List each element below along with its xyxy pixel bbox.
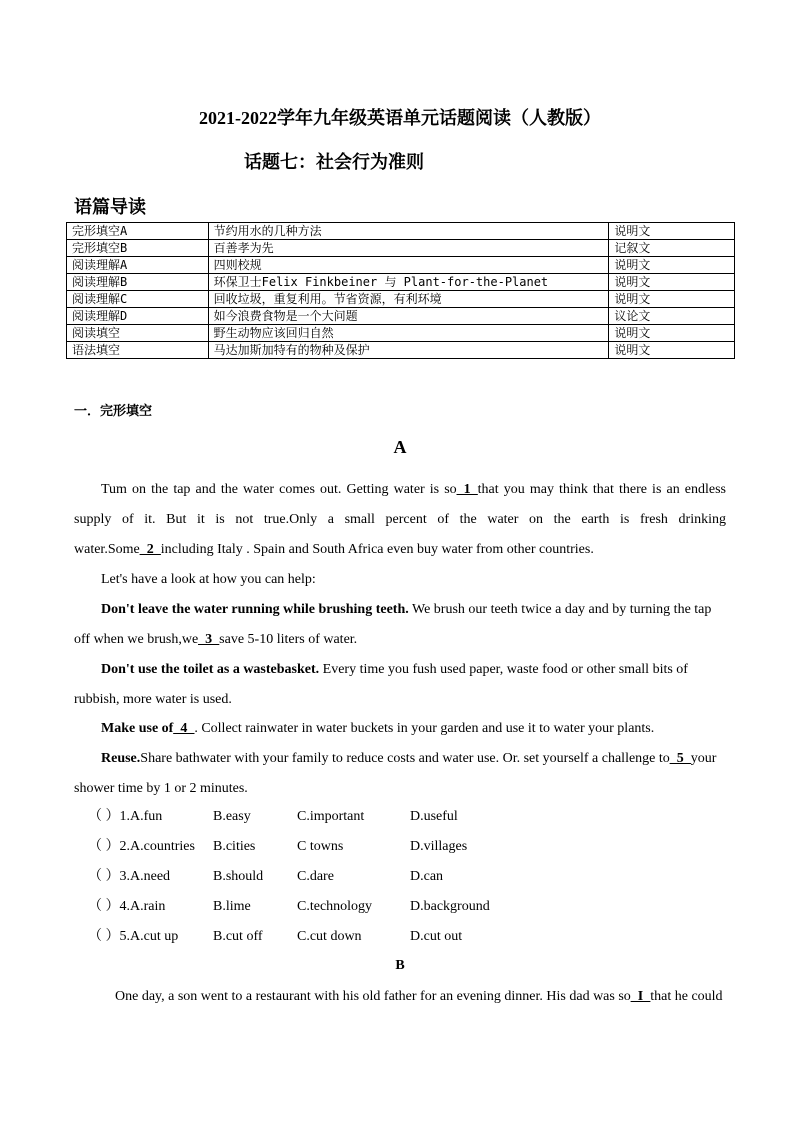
table-cell: 阅读理解B [67, 274, 209, 291]
table-row [67, 325, 735, 342]
passage-paragraph-4 [74, 655, 726, 715]
part-b-label: B [395, 958, 405, 973]
text-run: Every time you fush used paper, waste food or other small bits of rubbish, more water is used. [74, 662, 688, 707]
option-stem: （ ）3.A.need [88, 869, 171, 884]
question-row [88, 922, 588, 952]
text-run: including Italy . Spain and South Africa even buy water from other countries. [160, 542, 594, 557]
section-heading: 一．完形填空 [74, 404, 153, 419]
blank-5: _5_ [669, 751, 691, 766]
table-cell: 马达加斯加特有的物种及保护 [208, 342, 609, 359]
question-row [88, 802, 588, 832]
table-cell: 阅读理解D [67, 308, 209, 325]
text-run: Tum on the tap and the water comes out. Getting water is so [101, 482, 457, 497]
blank-3: _3_ [198, 632, 220, 647]
reading-guide-table [66, 222, 735, 359]
question-row [88, 862, 588, 892]
option-c: C.dare [297, 869, 334, 884]
table-row [67, 291, 735, 308]
option-c: C.cut down [297, 929, 362, 944]
table-cell: 说明文 [609, 291, 735, 308]
option-b: B.easy [213, 809, 251, 824]
table-cell: 说明文 [609, 257, 735, 274]
option-d: D.useful [410, 809, 458, 824]
part-a-label: A [393, 437, 407, 457]
document-subtitle: 话题七：社会行为准则 [244, 152, 424, 172]
table-cell: 议论文 [609, 308, 735, 325]
blank-b1: _I_ [630, 989, 651, 1004]
document-title: 2021-2022学年九年级英语单元话题阅读（人教版） [199, 108, 601, 128]
table-cell: 百善孝为先 [208, 240, 609, 257]
answer-options [88, 802, 588, 952]
rule-heading: Make use of [101, 721, 174, 736]
blank-4: _4_ [173, 721, 195, 736]
table-cell: 记叙文 [609, 240, 735, 257]
option-c: C.important [297, 809, 365, 824]
option-b: B.should [213, 869, 264, 884]
option-b: B.lime [213, 899, 251, 914]
option-c: C towns [297, 839, 344, 854]
blank-2: _2_ [139, 542, 161, 557]
option-d: D.cut out [410, 929, 463, 944]
rule-heading: Reuse. [101, 751, 141, 766]
blank-1: _1_ [456, 482, 478, 497]
option-d: D.villages [410, 839, 468, 854]
table-cell: 回收垃圾，重复利用。节省资源，有利环境 [208, 291, 609, 308]
table-row [67, 274, 735, 291]
option-stem: （ ）5.A.cut up [88, 929, 179, 944]
guide-heading: 语篇导读 [74, 197, 146, 217]
table-row [67, 257, 735, 274]
table-cell: 语法填空 [67, 342, 209, 359]
table-cell: 野生动物应该回归自然 [208, 325, 609, 342]
text-run: . Collect rainwater in water buckets in your garden and use it to water your plants. [194, 721, 655, 736]
passage-paragraph-6 [74, 744, 726, 804]
question-row [88, 892, 588, 922]
text-run: save 5-10 liters of water. [219, 632, 358, 647]
table-cell: 节约用水的几种方法 [208, 223, 609, 240]
table-cell: 阅读理解A [67, 257, 209, 274]
text-run: your shower time by 1 or 2 minutes. [74, 751, 717, 796]
table-cell: 阅读填空 [67, 325, 209, 342]
question-row [88, 832, 588, 862]
table-cell: 完形填空B [67, 240, 209, 257]
text-run: that you may think that there is an endless supply of it. But it is not true.Only a small percent of the water on the earth is fresh drinking water.Some [74, 482, 726, 557]
text-run: One day, a son went to a restaurant with his old father for an evening dinner. His dad was so [115, 989, 631, 1004]
table-cell: 阅读理解C [67, 291, 209, 308]
table-cell: 说明文 [609, 274, 735, 291]
passage-paragraph-3 [74, 595, 726, 655]
option-c: C.technology [297, 899, 373, 914]
passage-paragraph-5 [74, 714, 726, 744]
table-row [67, 223, 735, 240]
text-run: We brush our teeth twice a day and by turning the tap off when we brush,we [74, 602, 712, 647]
table-cell: 完形填空A [67, 223, 209, 240]
option-b: B.cut off [213, 929, 263, 944]
table-cell: 说明文 [609, 223, 735, 240]
table-cell: 如今浪费食物是一个大问题 [208, 308, 609, 325]
option-stem: （ ）1.A.fun [88, 809, 163, 824]
table-row [67, 240, 735, 257]
table-row [67, 342, 735, 359]
table-cell: 四则校规 [208, 257, 609, 274]
option-d: D.can [410, 869, 444, 884]
passage-paragraph-2: Let's have a look at how you can help: [101, 572, 316, 587]
table-cell: 环保卫士Felix Finkbeiner 与 Plant-for-the-Planet [208, 274, 609, 291]
text-run: Share bathwater with your family to reduce costs and water use. Or. set yourself a challenge to [140, 751, 670, 766]
passage-b-paragraph-1 [74, 982, 726, 1012]
option-stem: （ ）4.A.rain [88, 899, 166, 914]
table-cell: 说明文 [609, 342, 735, 359]
passage-paragraph-1 [74, 475, 726, 565]
option-b: B.cities [213, 839, 256, 854]
option-d: D.background [410, 899, 490, 914]
option-stem: （ ）2.A.countries [88, 839, 195, 854]
text-run: that he could [650, 989, 723, 1004]
rule-heading: Don't leave the water running while brushing teeth. [101, 602, 409, 617]
table-cell: 说明文 [609, 325, 735, 342]
table-row [67, 308, 735, 325]
rule-heading: Don't use the toilet as a wastebasket. [101, 662, 320, 677]
